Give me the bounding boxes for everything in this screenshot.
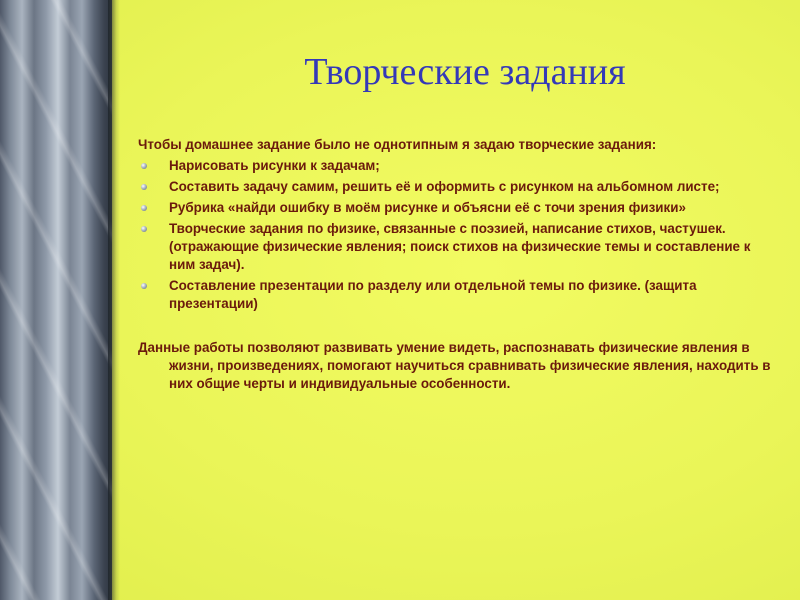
list-item-text: Творческие задания по физике, связанные с поэзией, написание стихов, частушек. (отражающие физические явления; поиск стихов на физические темы и составление к ним задач). <box>169 221 751 272</box>
list-item <box>138 178 780 196</box>
slide-title: Творческие задания <box>304 51 626 93</box>
list-item <box>138 199 780 217</box>
decorative-left-band <box>0 0 112 600</box>
band-shadow-edge <box>108 0 120 600</box>
list-item <box>138 277 780 313</box>
list-item-text: Нарисовать рисунки к задачам; <box>169 158 380 173</box>
list-item <box>138 220 780 274</box>
list-item-text: Рубрика «найди ошибку в моём рисунке и объясни её с точи зрения физики» <box>169 200 686 215</box>
slide-content <box>138 136 780 393</box>
list-item-text: Составление презентации по разделу или отдельной темы по физике. (защита презентации) <box>169 278 697 311</box>
list-item <box>138 157 780 175</box>
bullet-list <box>138 157 780 313</box>
list-item-text: Составить задачу самим, решить её и оформить с рисунком на альбомном листе; <box>169 179 720 194</box>
bullet-dot-icon <box>141 163 147 169</box>
closing-text: Данные работы позволяют развивать умение видеть, распознавать физические явления в жизни, произведениях, помогают научиться сравнивать физические явления, находить в них общие черты и индивидуальные особенности. <box>138 340 771 391</box>
bullet-dot-icon <box>141 184 147 190</box>
bullet-dot-icon <box>141 226 147 232</box>
bullet-dot-icon <box>141 283 147 289</box>
intro-text: Чтобы домашнее задание было не однотипным я задаю творческие задания: <box>138 137 657 152</box>
bullet-dot-icon <box>141 205 147 211</box>
